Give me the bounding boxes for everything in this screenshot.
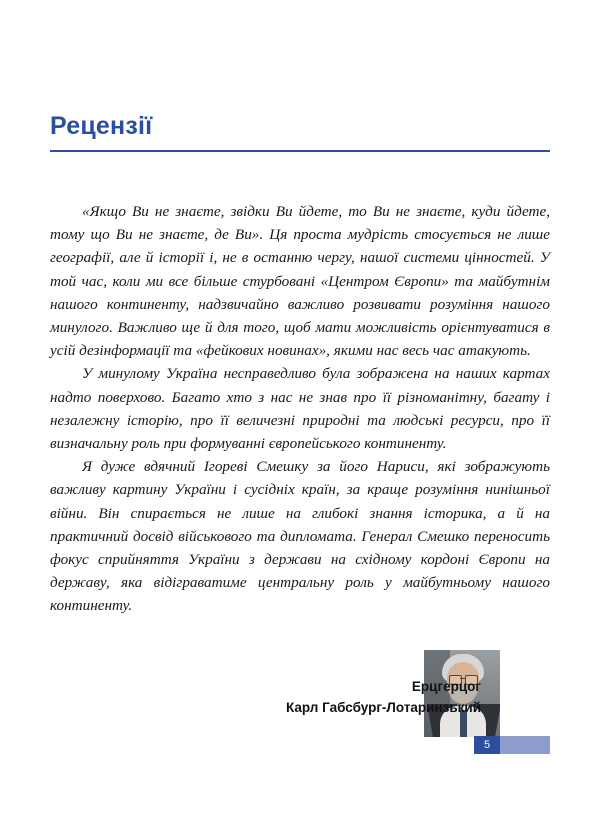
page-title: Рецензії <box>50 112 153 140</box>
paragraph-1: «Якщо Ви не знаєте, звідки Ви йдете, то Ви не знаєте, куди йдете, тому що Ви не знаєте, де Ви». Ця проста мудрість стосується не лише географії, але й історії і, не в останню чергу, нашої системи цінностей. У той час, коли ми все більше стурбовані «Центром Європи» та майбутнім нашого континенту, надзвичайно важливо розвивати розуміння нашого минулого. Важливо ще й для того, щоб мати можливість орієнтуватися в усій дезінформації та «фейкових новинах», якими нас весь час атакують. <box>50 203 550 360</box>
footer-accent-bar <box>500 736 550 754</box>
title-divider <box>50 150 550 152</box>
paragraph-3: Я дуже вдячний Ігореві Смешку за його Нариси, які зображують важливу картину України і сусідніх країн, за краще розуміння нинішньої війни. Він спирається не лише на глибокі знання історика, а й на практичний досвід військового та дипломата. Генерал Смешко переносить фокус сприйняття України з держави на східному кордоні Європи на державу, яка відіграватиме центральну роль у майбутньому нашого континенту. <box>50 458 550 615</box>
signature-title: Ерцгерцог <box>411 679 481 694</box>
paragraph-2: У минулому Україна несправедливо була зображена на наших картах надто поверхово. Багато хто з нас не знав про її різноманітну, багату і незалежну історію, про її величезні природні та людські ресурси, про її визначальну роль при формуванні європейського континенту. <box>50 365 550 453</box>
signature-block <box>151 676 481 718</box>
review-body <box>50 200 550 618</box>
page-number: 5 <box>474 736 500 754</box>
signature-name: Карл Габсбург-Лотаринзький <box>285 700 481 715</box>
